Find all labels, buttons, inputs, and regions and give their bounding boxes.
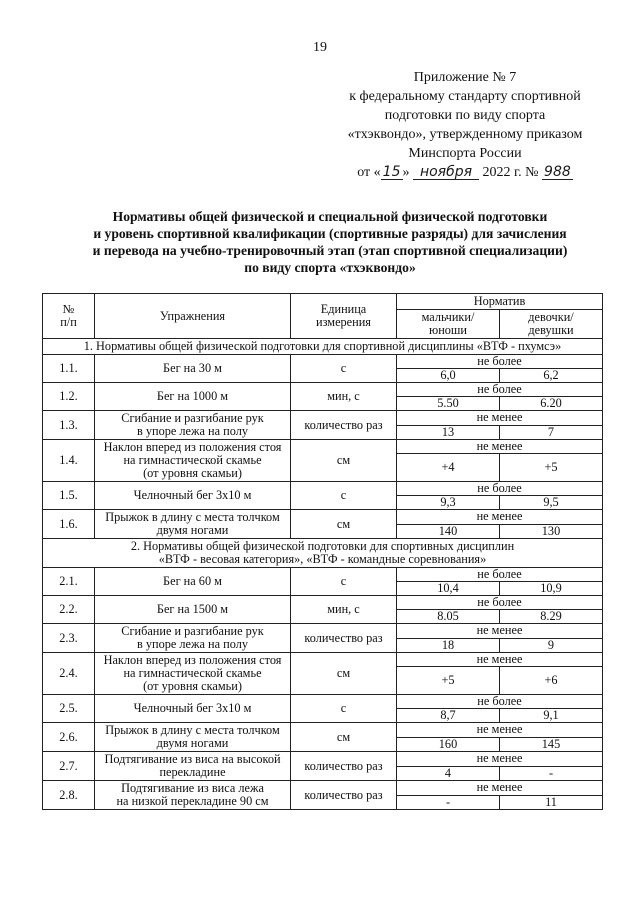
row-num: 2.5. bbox=[43, 695, 95, 723]
row-unit: мин, с bbox=[291, 596, 397, 624]
table-row bbox=[43, 411, 603, 426]
table-row bbox=[43, 568, 603, 582]
row-num: 1.3. bbox=[43, 411, 95, 440]
row-boys-value: +4 bbox=[397, 454, 500, 482]
table-row bbox=[43, 440, 603, 454]
row-unit: см bbox=[291, 440, 397, 482]
row-exercise: Бег на 1000 м bbox=[95, 383, 291, 411]
table-row bbox=[43, 695, 603, 709]
table-row bbox=[43, 355, 603, 369]
table-row bbox=[43, 482, 603, 496]
row-num: 2.6. bbox=[43, 723, 95, 752]
row-girls-value: 130 bbox=[500, 524, 603, 539]
row-condition: не менее bbox=[397, 653, 603, 667]
date-year: 2022 г. № bbox=[482, 165, 539, 180]
row-boys-value: 10,4 bbox=[397, 582, 500, 596]
row-exercise: Прыжок в длину с места толчком двумя ногами bbox=[95, 723, 291, 752]
row-unit: см bbox=[291, 510, 397, 539]
row-condition: не менее bbox=[397, 752, 603, 767]
row-boys-value: 4 bbox=[397, 766, 500, 781]
row-girls-value: 6,2 bbox=[500, 369, 603, 383]
row-girls-value: 7 bbox=[500, 425, 603, 440]
table-row bbox=[43, 653, 603, 667]
row-unit: см bbox=[291, 653, 397, 695]
appendix-line-4: «тхэквондо», утвержденному приказом bbox=[347, 127, 583, 142]
row-girls-value: 11 bbox=[500, 795, 603, 810]
row-condition: не более bbox=[397, 568, 603, 582]
row-num: 1.2. bbox=[43, 383, 95, 411]
title-line-1: Нормативы общей физической и специальной физической подготовки bbox=[112, 209, 548, 224]
row-girls-value: 145 bbox=[500, 737, 603, 752]
row-girls-value: +6 bbox=[500, 667, 603, 695]
row-num: 1.6. bbox=[43, 510, 95, 539]
title-line-2: и уровень спортивной квалификации (спортивные разряды) для зачисления bbox=[93, 226, 567, 241]
row-unit: см bbox=[291, 723, 397, 752]
header-exercise: Упражнения bbox=[95, 294, 291, 339]
row-condition: не более bbox=[397, 482, 603, 496]
row-unit: с bbox=[291, 482, 397, 510]
row-boys-value: 5.50 bbox=[397, 397, 500, 411]
page-number: 19 bbox=[313, 40, 327, 55]
row-exercise: Подтягивание из виса на высокой перекладине bbox=[95, 752, 291, 781]
row-unit: количество раз bbox=[291, 752, 397, 781]
row-girls-value: - bbox=[500, 766, 603, 781]
row-unit: с bbox=[291, 568, 397, 596]
row-unit: количество раз bbox=[291, 624, 397, 653]
row-exercise: Челночный бег 3х10 м bbox=[95, 482, 291, 510]
row-num: 2.3. bbox=[43, 624, 95, 653]
date-mid: » bbox=[402, 165, 410, 180]
row-boys-value: +5 bbox=[397, 667, 500, 695]
appendix-line-3: подготовки по виду спорта bbox=[384, 108, 546, 123]
row-exercise: Челночный бег 3х10 м bbox=[95, 695, 291, 723]
row-condition: не более bbox=[397, 355, 603, 369]
row-girls-value: 9 bbox=[500, 638, 603, 653]
row-girls-value: 10,9 bbox=[500, 582, 603, 596]
row-boys-value: 8.05 bbox=[397, 610, 500, 624]
row-num: 1.4. bbox=[43, 440, 95, 482]
table-row bbox=[43, 624, 603, 639]
row-girls-value: 6.20 bbox=[500, 397, 603, 411]
row-num: 2.1. bbox=[43, 568, 95, 596]
section-title: 1. Нормативы общей физической подготовки для спортивной дисциплины «ВТФ - пхумсэ» bbox=[43, 339, 603, 355]
table-row bbox=[43, 752, 603, 767]
row-exercise: Подтягивание из виса лежа на низкой перекладине 90 см bbox=[95, 781, 291, 810]
row-girls-value: +5 bbox=[500, 454, 603, 482]
section-title: 2. Нормативы общей физической подготовки для спортивных дисциплин «ВТФ - весовая категория», «ВТФ - командные соревнования» bbox=[43, 539, 603, 568]
header-num: № п/п bbox=[43, 294, 95, 339]
row-boys-value: 9,3 bbox=[397, 496, 500, 510]
row-condition: не менее bbox=[397, 440, 603, 454]
norms-table bbox=[42, 293, 603, 810]
handwritten-day: 15 bbox=[382, 164, 401, 180]
row-unit: с bbox=[291, 695, 397, 723]
row-girls-value: 8.29 bbox=[500, 610, 603, 624]
table-body bbox=[43, 339, 603, 810]
row-num: 2.7. bbox=[43, 752, 95, 781]
row-condition: не более bbox=[397, 383, 603, 397]
row-boys-value: 13 bbox=[397, 425, 500, 440]
title-line-3: и перевода на учебно-тренировочный этап (этап спортивной специализации) bbox=[92, 243, 568, 258]
table-row bbox=[43, 596, 603, 610]
header-unit: Единица измерения bbox=[291, 294, 397, 339]
row-boys-value: 18 bbox=[397, 638, 500, 653]
row-boys-value: - bbox=[397, 795, 500, 810]
row-num: 2.4. bbox=[43, 653, 95, 695]
row-girls-value: 9,1 bbox=[500, 709, 603, 723]
handwritten-month: ноября bbox=[413, 165, 479, 180]
row-boys-value: 6,0 bbox=[397, 369, 500, 383]
header-boys: мальчики/ юноши bbox=[397, 310, 500, 339]
appendix-line-2: к федеральному стандарту спортивной bbox=[349, 89, 581, 104]
row-exercise: Наклон вперед из положения стоя на гимнастической скамье (от уровня скамьи) bbox=[95, 653, 291, 695]
row-girls-value: 9,5 bbox=[500, 496, 603, 510]
row-condition: не более bbox=[397, 596, 603, 610]
table-row bbox=[43, 781, 603, 796]
title-line-4: по виду спорта «тхэквондо» bbox=[244, 260, 416, 275]
handwritten-order-number: 988 bbox=[544, 164, 571, 180]
row-num: 1.5. bbox=[43, 482, 95, 510]
row-exercise: Бег на 60 м bbox=[95, 568, 291, 596]
date-prefix: от « bbox=[357, 165, 381, 180]
row-condition: не менее bbox=[397, 723, 603, 738]
header-norm: Норматив bbox=[397, 294, 603, 310]
table-row bbox=[43, 383, 603, 397]
row-unit: количество раз bbox=[291, 781, 397, 810]
row-condition: не менее bbox=[397, 624, 603, 639]
row-exercise: Бег на 30 м bbox=[95, 355, 291, 383]
row-exercise: Наклон вперед из положения стоя на гимнастической скамье (от уровня скамьи) bbox=[95, 440, 291, 482]
row-exercise: Сгибание и разгибание рук в упоре лежа на полу bbox=[95, 624, 291, 653]
row-num: 1.1. bbox=[43, 355, 95, 383]
row-unit: с bbox=[291, 355, 397, 383]
row-condition: не менее bbox=[397, 411, 603, 426]
appendix-block bbox=[320, 68, 610, 182]
row-boys-value: 160 bbox=[397, 737, 500, 752]
header-girls: девочки/ девушки bbox=[500, 310, 603, 339]
row-exercise: Бег на 1500 м bbox=[95, 596, 291, 624]
row-num: 2.2. bbox=[43, 596, 95, 624]
row-condition: не более bbox=[397, 695, 603, 709]
row-unit: количество раз bbox=[291, 411, 397, 440]
row-exercise: Прыжок в длину с места толчком двумя ногами bbox=[95, 510, 291, 539]
row-boys-value: 8,7 bbox=[397, 709, 500, 723]
table-row bbox=[43, 510, 603, 525]
row-unit: мин, с bbox=[291, 383, 397, 411]
appendix-line-5: Минспорта России bbox=[408, 146, 522, 161]
row-boys-value: 140 bbox=[397, 524, 500, 539]
appendix-line-1: Приложение № 7 bbox=[413, 70, 517, 85]
row-exercise: Сгибание и разгибание рук в упоре лежа на полу bbox=[95, 411, 291, 440]
order-date-line bbox=[320, 163, 610, 182]
row-num: 2.8. bbox=[43, 781, 95, 810]
table-row bbox=[43, 723, 603, 738]
row-condition: не менее bbox=[397, 510, 603, 525]
row-condition: не менее bbox=[397, 781, 603, 796]
document-title bbox=[40, 208, 620, 276]
